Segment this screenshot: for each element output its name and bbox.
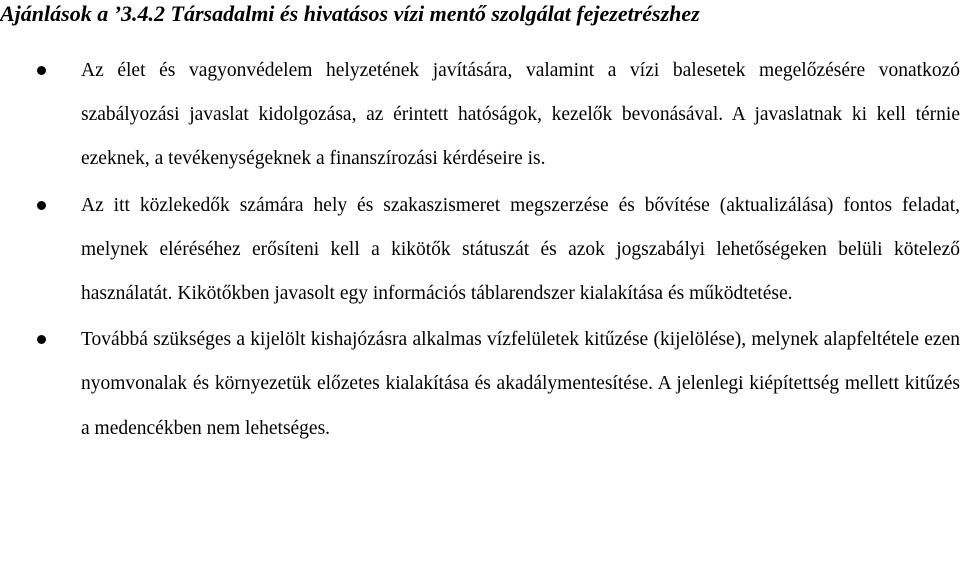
section-heading: Ajánlások a ’3.4.2 Társadalmi és hivatásos vízi mentő szolgálat fejezetrészhez (0, 1, 700, 26)
list-item (0, 318, 960, 451)
recommendation-list (0, 49, 960, 451)
bullet-icon (37, 201, 46, 210)
list-item (0, 184, 960, 317)
list-item-text: Az itt közlekedők számára hely és szakaszismeret megszerzése és bővítése (aktualizálása) fontos feladat, melynek eléréséhez erősíteni kell a kikötők státuszát és azok jogszabályi lehetőségeken belüli kötelező használatát. Kikötőkben javasolt egy információs táblarendszer kialakítása és működtetése. (81, 194, 960, 305)
list-item-text: Az élet és vagyonvédelem helyzetének javítására, valamint a vízi balesetek megelőzésére vonatkozó szabályozási javaslat kidolgozása, az érintett hatóságok, kezelők bevonásával. A javaslatnak ki kell térnie ezeknek, a tevékenységeknek a finanszírozási kérdéseire is. (81, 60, 960, 170)
list-item (0, 49, 960, 182)
bullet-icon (37, 335, 46, 344)
bullet-icon (37, 66, 46, 75)
list-item-text: Továbbá szükséges a kijelölt kishajózásra alkalmas vízfelületek kitűzése (kijelölése), melynek alapfeltétele ezen nyomvonalak és környezetük előzetes kialakítása és akadálymentesítése. A jelenlegi kiépítettség mellett kitűzés a medencékben nem lehetséges. (81, 329, 960, 439)
